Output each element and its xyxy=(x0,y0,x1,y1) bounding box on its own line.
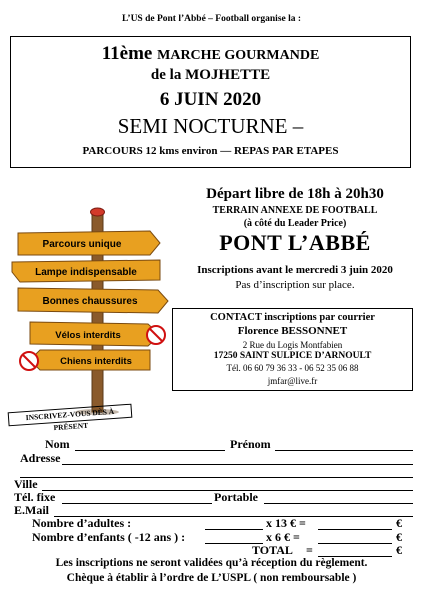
enfants-price: x 6 € = xyxy=(266,530,300,544)
euro-sign: € xyxy=(396,516,402,530)
prenom-label: Prénom xyxy=(230,437,271,451)
validation-note: Les inscriptions ne seront validées qu’à réception du règlement. xyxy=(55,557,368,569)
portable-field[interactable] xyxy=(264,503,413,504)
depart-info: Départ libre de 18h à 20h30 xyxy=(206,186,384,202)
sign-label: Parcours unique xyxy=(42,239,122,250)
total-label: TOTAL xyxy=(252,543,293,557)
adresse-field-2[interactable] xyxy=(20,477,413,478)
organizer-line: L’US de Pont l’Abbé – Football organise la : xyxy=(121,14,302,24)
event-subtitle: SEMI NOCTURNE – xyxy=(117,114,304,138)
cote-info: (à côté du Leader Price) xyxy=(243,218,347,229)
tel-field[interactable] xyxy=(62,503,212,504)
adultes-total-field[interactable] xyxy=(318,529,392,530)
euro-sign: € xyxy=(396,530,402,544)
contact-phone: Tél. 06 60 79 36 33 - 06 52 35 06 88 xyxy=(226,363,359,373)
sign-chaussures xyxy=(18,288,168,313)
event-name-2: de la MOJHETTE xyxy=(150,67,271,83)
enfants-total-field[interactable] xyxy=(318,543,392,544)
sign-label: Bonnes chaussures xyxy=(42,296,138,307)
event-name: MARCHE GOURMANDE xyxy=(157,48,320,63)
contact-heading: CONTACT inscriptions par courrier xyxy=(210,312,375,323)
sign-chiens xyxy=(20,350,150,370)
parcours-info: PARCOURS 12 kms environ — REPAS PAR ETAPES xyxy=(82,145,339,157)
sign-label: Chiens interdits xyxy=(60,356,132,367)
adultes-label: Nombre d’adultes : xyxy=(32,516,132,530)
email-label: E.Mail xyxy=(14,503,49,517)
sign-lampe xyxy=(12,260,160,282)
sign-label: Lampe indispensable xyxy=(35,267,137,278)
total-eq: = xyxy=(306,543,313,557)
prenom-field[interactable] xyxy=(275,450,413,451)
ville-label: Ville xyxy=(14,477,38,491)
sign-velos xyxy=(30,322,165,346)
portable-label: Portable xyxy=(214,490,258,504)
adresse-label: Adresse xyxy=(20,451,61,465)
title-box xyxy=(10,36,411,168)
contact-name: Florence BESSONNET xyxy=(237,325,348,337)
signpost-illustration xyxy=(10,200,172,415)
no-onsite-registration: Pas d’inscription sur place. xyxy=(235,279,355,291)
sign-label: Vélos interdits xyxy=(55,330,121,341)
event-title-line xyxy=(11,43,410,65)
nom-field[interactable] xyxy=(75,450,225,451)
contact-email[interactable]: jmfar@live.fr xyxy=(267,376,318,386)
contact-city: 17250 SAINT SULPICE D’ARNOULT xyxy=(213,351,372,361)
terrain-info: TERRAIN ANNEXE DE FOOTBALL xyxy=(212,205,378,216)
edition: 11ème xyxy=(101,43,153,64)
sign-parcours-unique xyxy=(18,231,160,255)
adultes-field[interactable] xyxy=(205,529,263,530)
adresse-field[interactable] xyxy=(62,464,413,465)
adultes-price: x 13 € = xyxy=(266,516,306,530)
enfants-label: Nombre d’enfants ( -12 ans ) : xyxy=(32,530,186,544)
cheque-note: Chèque à établir à l’ordre de L’USPL ( non remboursable ) xyxy=(66,572,357,584)
euro-sign: € xyxy=(396,543,402,557)
register-now-stamp: INSCRIVEZ-VOUS DÈS À PRÉSENT xyxy=(8,404,133,427)
contact-box xyxy=(172,308,413,391)
contact-street: 2 Rue du Logis Montfabien xyxy=(242,340,343,350)
tel-label: Tél. fixe xyxy=(14,490,56,504)
inscription-deadline: Inscriptions avant le mercredi 3 juin 2020 xyxy=(197,264,393,276)
town-name: PONT L’ABBÉ xyxy=(219,230,371,255)
event-date: 6 JUIN 2020 xyxy=(159,89,262,110)
nom-label: Nom xyxy=(45,437,70,451)
